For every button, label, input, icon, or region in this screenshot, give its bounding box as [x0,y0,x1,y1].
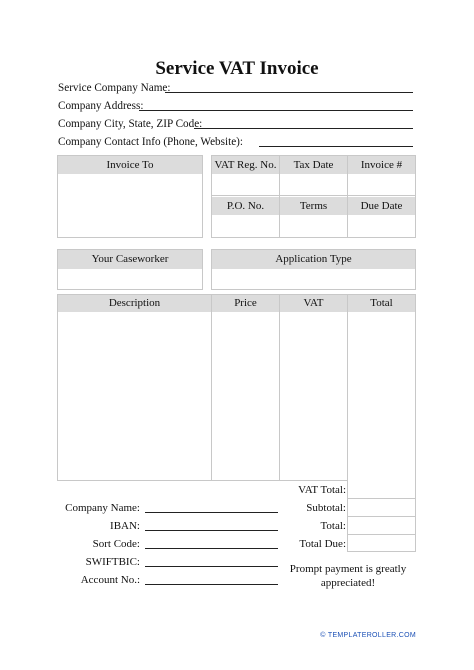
tax-date-field[interactable] [280,175,347,195]
meta-divider [212,195,415,196]
vat-reg-no-header: VAT Reg. No. [212,156,279,174]
swiftbic-label: SWIFTBIC: [85,556,140,568]
company-name-line[interactable] [165,92,413,93]
bank-company-name-line[interactable] [145,512,278,513]
description-column-header: Description [58,295,211,312]
vat-cell[interactable] [280,313,347,480]
total-due-label: Total Due: [299,538,346,550]
iban-line[interactable] [145,530,278,531]
prompt-payment-note: Prompt payment is greatly appreciated! [289,563,407,589]
iban-label: IBAN: [110,520,140,532]
subtotal-field[interactable] [348,499,415,516]
footer-link[interactable]: © TEMPLATEROLLER.COM [320,632,416,639]
terms-field[interactable] [280,216,347,237]
meta-divider [347,156,348,237]
description-cell[interactable] [58,313,211,480]
vat-column-header: VAT [280,295,347,312]
invoice-number-header: Invoice # [348,156,415,174]
due-date-header: Due Date [348,197,415,215]
company-city-row [58,117,202,133]
total-column-header: Total [348,295,415,312]
account-no-label: Account No.: [80,574,140,586]
vat-total-label: VAT Total: [298,484,346,496]
caseworker-header: Your Caseworker [58,250,202,269]
vat-total-field[interactable] [348,481,415,498]
price-cell[interactable] [212,313,279,480]
total-cell[interactable] [348,313,415,480]
company-name-label: Service Company Name: [58,82,171,94]
po-no-field[interactable] [212,216,279,237]
total-due-field[interactable] [348,535,415,551]
invoice-number-field[interactable] [348,175,415,195]
application-type-header: Application Type [212,250,415,269]
total-label: Total: [320,520,346,532]
application-type-field[interactable] [212,270,415,289]
vat-reg-no-field[interactable] [212,175,279,195]
caseworker-field[interactable] [58,270,202,289]
total-field[interactable] [348,517,415,534]
invoice-to-header: Invoice To [58,156,202,174]
tax-date-header: Tax Date [280,156,347,174]
invoice-title: Service VAT Invoice [155,58,319,79]
sort-code-label: Sort Code: [92,538,140,550]
company-contact-label: Company Contact Info (Phone, Website): [58,136,244,148]
po-no-header: P.O. No. [212,197,279,215]
price-column-header: Price [212,295,279,312]
sort-code-line[interactable] [145,548,278,549]
company-address-line[interactable] [139,110,413,111]
bank-company-name-label: Company Name: [65,502,140,514]
company-address-label: Company Address: [58,100,144,112]
meta-divider [279,156,280,237]
subtotal-label: Subtotal: [306,502,346,514]
invoice-to-field[interactable] [58,175,202,237]
terms-header: Terms [280,197,347,215]
account-no-line[interactable] [145,584,278,585]
company-city-line[interactable] [194,128,413,129]
swiftbic-line[interactable] [145,566,278,567]
company-name-row [58,81,170,97]
company-contact-row [58,135,243,151]
due-date-field[interactable] [348,216,415,237]
company-address-row [58,99,143,115]
company-city-label: Company City, State, ZIP Code: [58,118,203,130]
company-contact-line[interactable] [259,146,413,147]
